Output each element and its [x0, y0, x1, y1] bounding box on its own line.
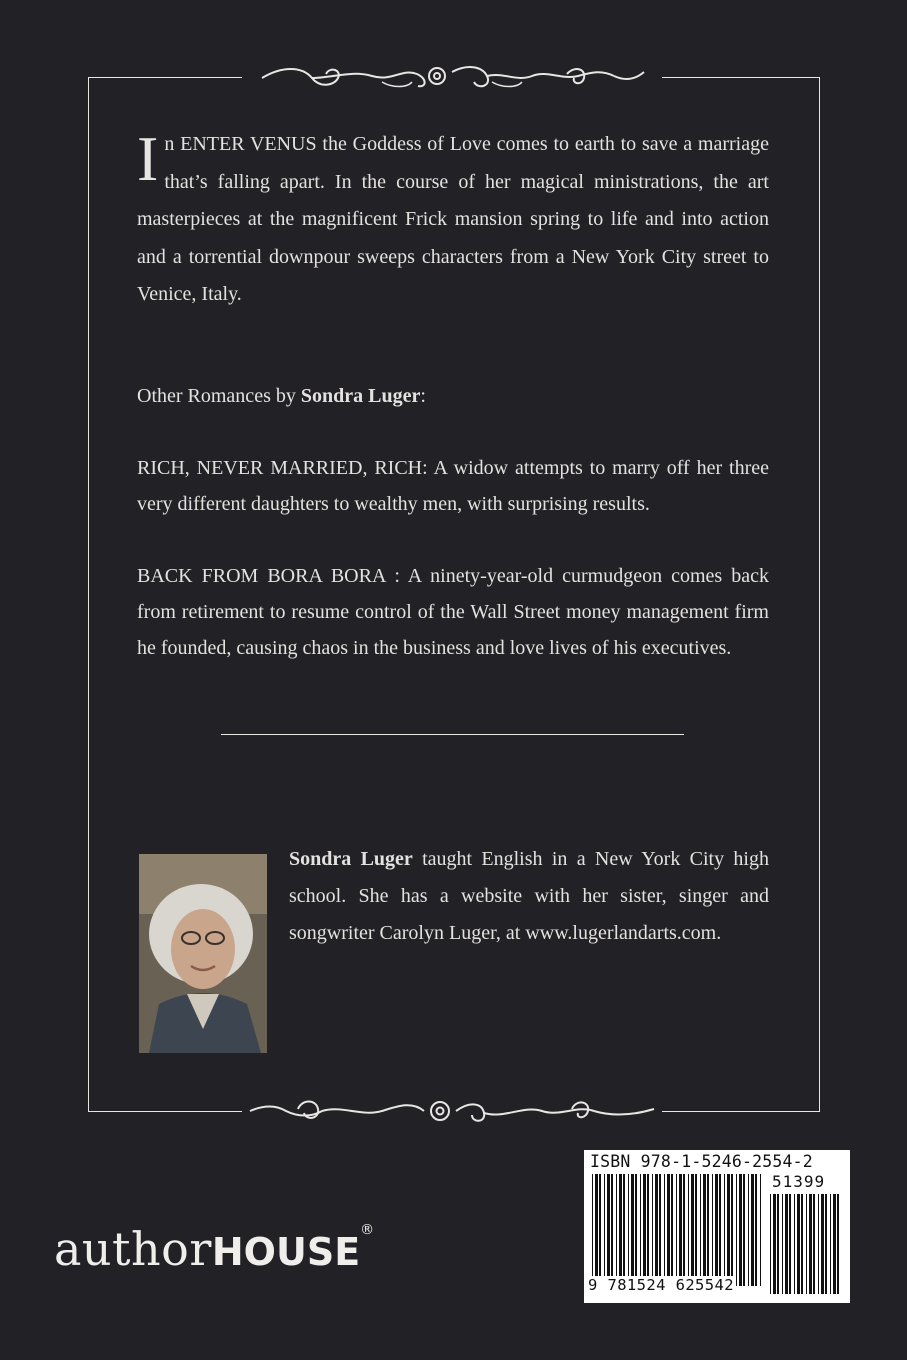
- other-romances-colon: :: [420, 385, 426, 407]
- addon-barcode-bars: [770, 1194, 842, 1294]
- author-bio: [289, 841, 769, 952]
- publisher-logo-part1: author: [54, 1222, 212, 1276]
- top-scroll-ornament: [242, 56, 662, 96]
- isbn-barcode: [584, 1150, 850, 1303]
- bio-author-name: Sondra Luger: [289, 848, 413, 870]
- bio-text: taught English in a New York City high school. She has a website with her sister, singer and songwriter Carolyn Luger, at www.lugerlandarts.com.: [289, 848, 769, 944]
- ean-barcode-bars: [592, 1174, 764, 1286]
- bottom-scroll-ornament: [242, 1091, 662, 1131]
- book-entry-back-from-bora-bora: BACK FROM BORA BORA : A ninety-year-old curmudgeon comes back from retirement to resume control of the Wall Street money management firm he founded, causing chaos in the business and love lives of his executives.: [137, 565, 769, 659]
- price-code: 51399: [772, 1172, 826, 1191]
- book-entry-rich-never-married: RICH, NEVER MARRIED, RICH: A widow attempts to marry off her three very different daughters to wealthy men, with surprising results.: [137, 457, 769, 515]
- ean-digits: 9 781524 625542: [588, 1276, 734, 1294]
- publisher-logo-part2: HOUSE: [211, 1230, 361, 1274]
- publisher-logo: [54, 1222, 375, 1276]
- synopsis-text: n ENTER VENUS the Goddess of Love comes to earth to save a marriage that’s falling apart. In the course of her magical ministrations, the art masterpieces at the magnificent Frick mansion spring to life and into action and a torrential downpour sweeps characters from a New York City street to Venice, Italy.: [137, 133, 769, 305]
- other-romances-heading: [137, 378, 769, 416]
- isbn-label: ISBN 978-1-5246-2554-2: [590, 1152, 813, 1171]
- other-romances-author: Sondra Luger: [300, 385, 421, 407]
- book-synopsis: [137, 123, 769, 314]
- section-divider: [221, 734, 684, 735]
- drop-cap: I: [137, 123, 159, 194]
- author-photo: [139, 854, 267, 1053]
- other-romances-prefix: Other Romances by: [137, 385, 301, 407]
- registered-mark: ®: [360, 1222, 375, 1238]
